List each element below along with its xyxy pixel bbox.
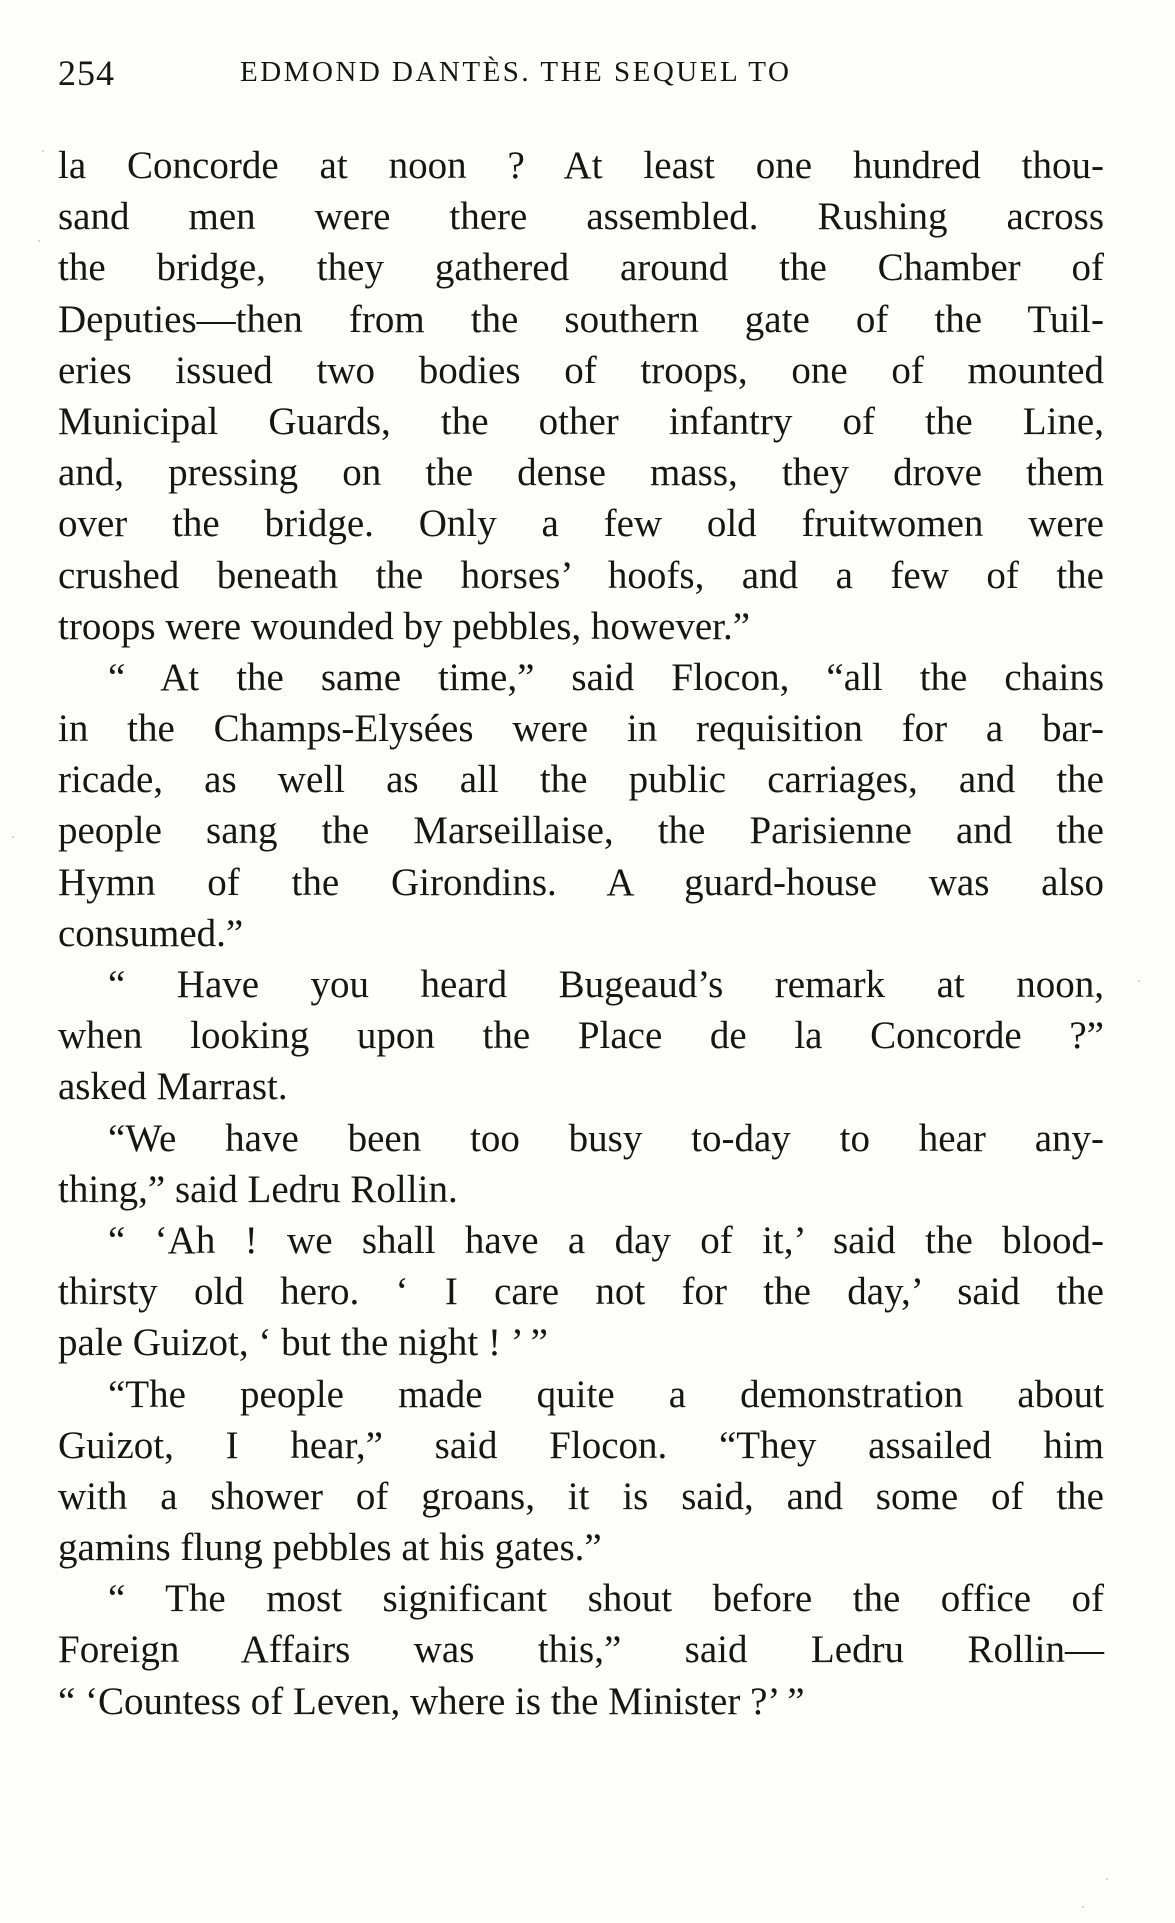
text-line: “ Have you heard Bugeaud’s remark at noon, bbox=[108, 963, 1104, 1006]
paragraph bbox=[58, 1573, 1104, 1727]
text-line: Deputies—then from the southern gate of the Tuil- bbox=[58, 297, 1104, 341]
text-line: with a shower of groans, it is said, and some of the bbox=[58, 1474, 1104, 1518]
text-line: crushed beneath the horses’ hoofs, and a few of the bbox=[58, 553, 1104, 597]
text-line: thirsty old hero. ‘ I care not for the day,’ said the bbox=[58, 1270, 1104, 1314]
text-line: “We have been too busy to-day to hear any- bbox=[108, 1116, 1104, 1160]
text-line: “The people made quite a demonstration about bbox=[108, 1372, 1104, 1416]
page-number: 254 bbox=[58, 53, 115, 93]
text-line: ricade, as well as all the public carriages, and the bbox=[58, 758, 1104, 802]
paragraph bbox=[58, 140, 1104, 652]
scan-speck bbox=[1106, 1878, 1108, 1880]
text-line: and, pressing on the dense mass, they drove them bbox=[58, 451, 1104, 495]
text-line: thing,” said Ledru Rollin. bbox=[58, 1167, 458, 1211]
text-line: the bridge, they gathered around the Chamber of bbox=[58, 246, 1104, 290]
text-line: “ At the same time,” said Flocon, “all the chains bbox=[108, 655, 1104, 699]
text-line: eries issued two bodies of troops, one of mounted bbox=[58, 348, 1104, 392]
text-line: la Concorde at noon ? At least one hundred thou- bbox=[58, 144, 1104, 187]
text-line: “ ‘Ah ! we shall have a day of it,’ said the blood- bbox=[108, 1218, 1104, 1262]
scan-speck bbox=[1138, 980, 1140, 982]
paragraph bbox=[58, 959, 1104, 1113]
paragraph bbox=[58, 1369, 1104, 1574]
text-line: troops were wounded by pebbles, however.” bbox=[58, 604, 751, 648]
scan-speck bbox=[38, 240, 40, 242]
text-line: consumed.” bbox=[58, 911, 244, 955]
scan-speck bbox=[42, 150, 44, 152]
paragraph bbox=[58, 652, 1104, 959]
text-line: pale Guizot, ‘ but the night ! ’ ” bbox=[58, 1321, 548, 1365]
scan-speck bbox=[12, 836, 14, 838]
text-line: asked Marrast. bbox=[58, 1065, 288, 1109]
running-head bbox=[58, 52, 1108, 102]
text-line: “ ‘Countess of Leven, where is the Minister ?’ ” bbox=[58, 1679, 805, 1723]
text-line: Hymn of the Girondins. A guard-house was also bbox=[58, 860, 1104, 904]
text-line: over the bridge. Only a few old fruitwomen were bbox=[58, 502, 1104, 546]
text-line: in the Champs-Elysées were in requisition for a bar- bbox=[58, 707, 1104, 751]
paragraph bbox=[58, 1113, 1104, 1215]
text-line: “ The most significant shout before the office of bbox=[108, 1577, 1104, 1621]
body-text bbox=[58, 140, 1104, 1727]
text-line: Municipal Guards, the other infantry of the Line, bbox=[58, 399, 1104, 443]
text-line: when looking upon the Place de la Concorde ?” bbox=[58, 1014, 1104, 1058]
text-line: Foreign Affairs was this,” said Ledru Rollin— bbox=[58, 1628, 1104, 1672]
text-line: people sang the Marseillaise, the Parisienne and the bbox=[58, 809, 1104, 853]
text-line: gamins flung pebbles at his gates.” bbox=[58, 1526, 602, 1570]
scan-speck bbox=[1082, 1906, 1084, 1908]
text-line: sand men were there assembled. Rushing across bbox=[58, 195, 1104, 239]
running-title: EDMOND DANTÈS. THE SEQUEL TO bbox=[240, 56, 792, 88]
text-line: Guizot, I hear,” said Flocon. “They assailed him bbox=[58, 1423, 1104, 1467]
paragraph bbox=[58, 1215, 1104, 1369]
